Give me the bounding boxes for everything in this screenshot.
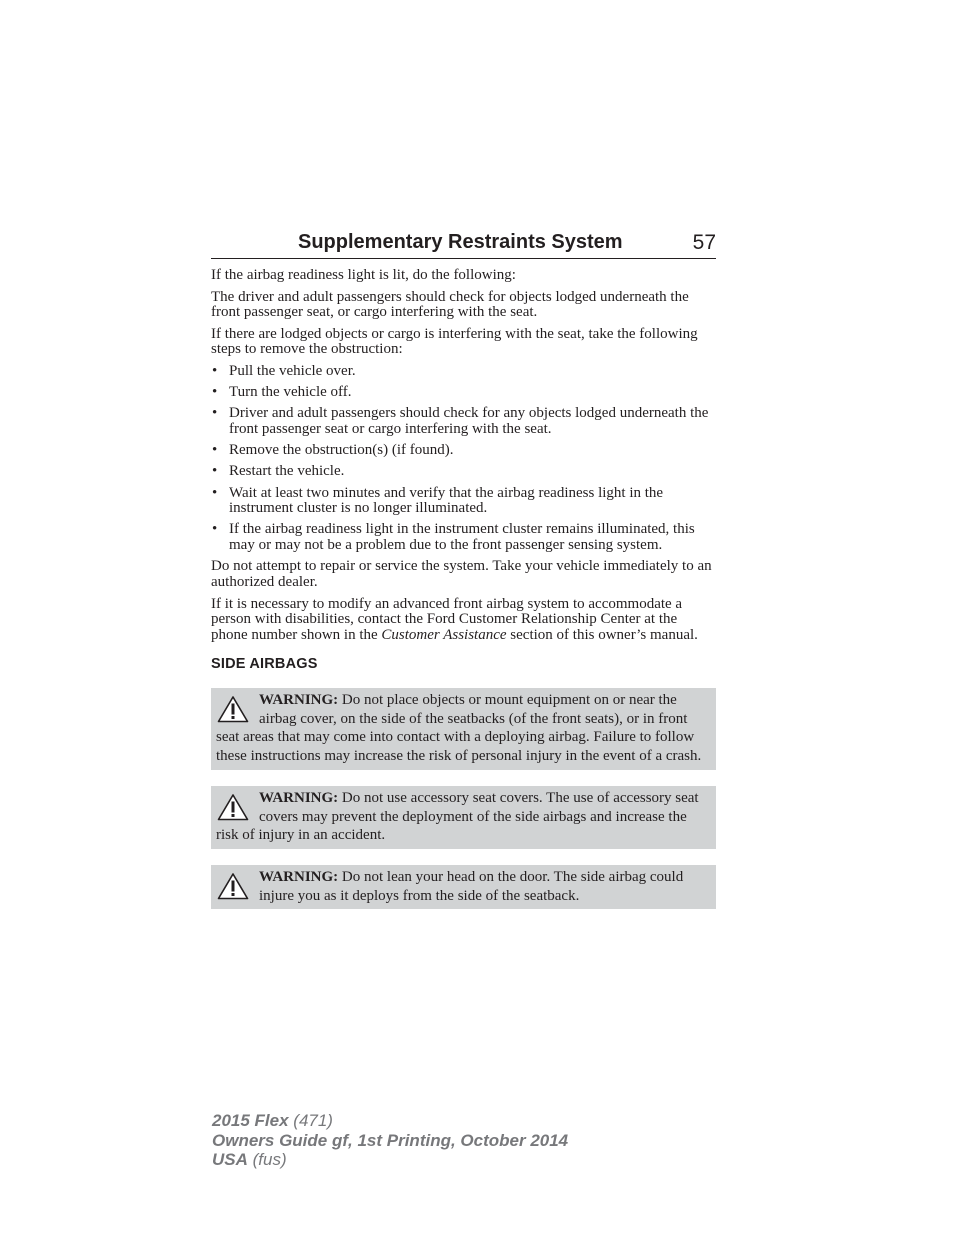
bullet: • (212, 484, 218, 501)
warning-text: Do not lean your head on the door. The side airbag could injure you as it deploys from the side of the seatback. (259, 868, 684, 904)
customer-assistance-reference: Customer Assistance (381, 626, 507, 643)
bullet: • (212, 405, 218, 422)
footer-printing-line: Owners Guide gf, 1st Printing, October 2014 (212, 1130, 569, 1150)
intro-paragraph: If the airbag readiness light is lit, do the following: (211, 267, 516, 283)
list-item: • Remove the obstruction(s) (if found). (212, 442, 454, 459)
warning-label: WARNING: (259, 789, 339, 806)
remove-obstruction-paragraph: If there are lodged objects or cargo is interfering with the seat, take the following steps to remove the obstruction: (211, 325, 698, 358)
warning-box (211, 865, 716, 909)
steps-list (211, 364, 716, 554)
list-item: • Pull the vehicle over. (212, 362, 356, 379)
warning-text: Do not use accessory seat covers. The use of accessory seat covers may prevent the deployment of the side airbags and increase the risk of injury in an accident. (216, 789, 699, 844)
section-heading: SIDE AIRBAGS (211, 656, 318, 673)
warning-box (211, 786, 716, 849)
page-header (211, 228, 716, 259)
page-title: Supplementary Restraints System (298, 231, 623, 253)
warning-label: WARNING: (259, 692, 339, 709)
list-item: • Driver and adult passengers should check for any objects lodged underneath the front passenger seat or cargo interfering with the seat. (212, 405, 709, 437)
repair-paragraph: Do not attempt to repair or service the system. Take your vehicle immediately to an authorized dealer. (211, 558, 712, 591)
bullet: • (212, 521, 218, 538)
page-footer (212, 1111, 568, 1170)
warning-triangle-icon (217, 793, 249, 821)
bullet: • (212, 463, 218, 480)
warning-box (211, 688, 716, 770)
modify-airbag-paragraph: If it is necessary to modify an advanced front airbag system to accommodate a person with disabilities, contact the Ford Customer Relationship Center at the phone number shown in the Customer Assistance section of this owner’s manual. (211, 595, 698, 643)
warning-triangle-icon (217, 695, 249, 723)
warning-triangle-icon (217, 872, 249, 900)
check-objects-paragraph: The driver and adult passengers should check for objects lodged underneath the front passenger seat, or cargo interfering with the seat. (211, 288, 689, 321)
bullet: • (212, 442, 218, 459)
list-item: • Restart the vehicle. (212, 463, 345, 480)
footer-model-line: 2015 Flex (471) (212, 1111, 333, 1130)
page-content (211, 268, 716, 925)
warning-label: WARNING: (259, 868, 339, 885)
list-item: • Wait at least two minutes and verify that the airbag readiness light in the instrument cluster is no longer illuminated. (212, 484, 664, 517)
page-number: 57 (692, 231, 716, 254)
warning-text: Do not place objects or mount equipment on or near the airbag cover, on the side of the seatbacks (of the front seats), or in front seat areas that may come into contact with a deploying airbag. Failure to follow these instructions may increase the risk of personal injury in the event of a crash. (216, 692, 702, 765)
list-item: • Turn the vehicle off. (212, 384, 352, 401)
list-item: • If the airbag readiness light in the instrument cluster remains illuminated, this may or may not be a problem due to the front passenger sensing system. (212, 521, 695, 553)
bullet: • (212, 362, 218, 379)
footer-market-line: USA (fus) (212, 1150, 287, 1169)
bullet: • (212, 384, 218, 401)
